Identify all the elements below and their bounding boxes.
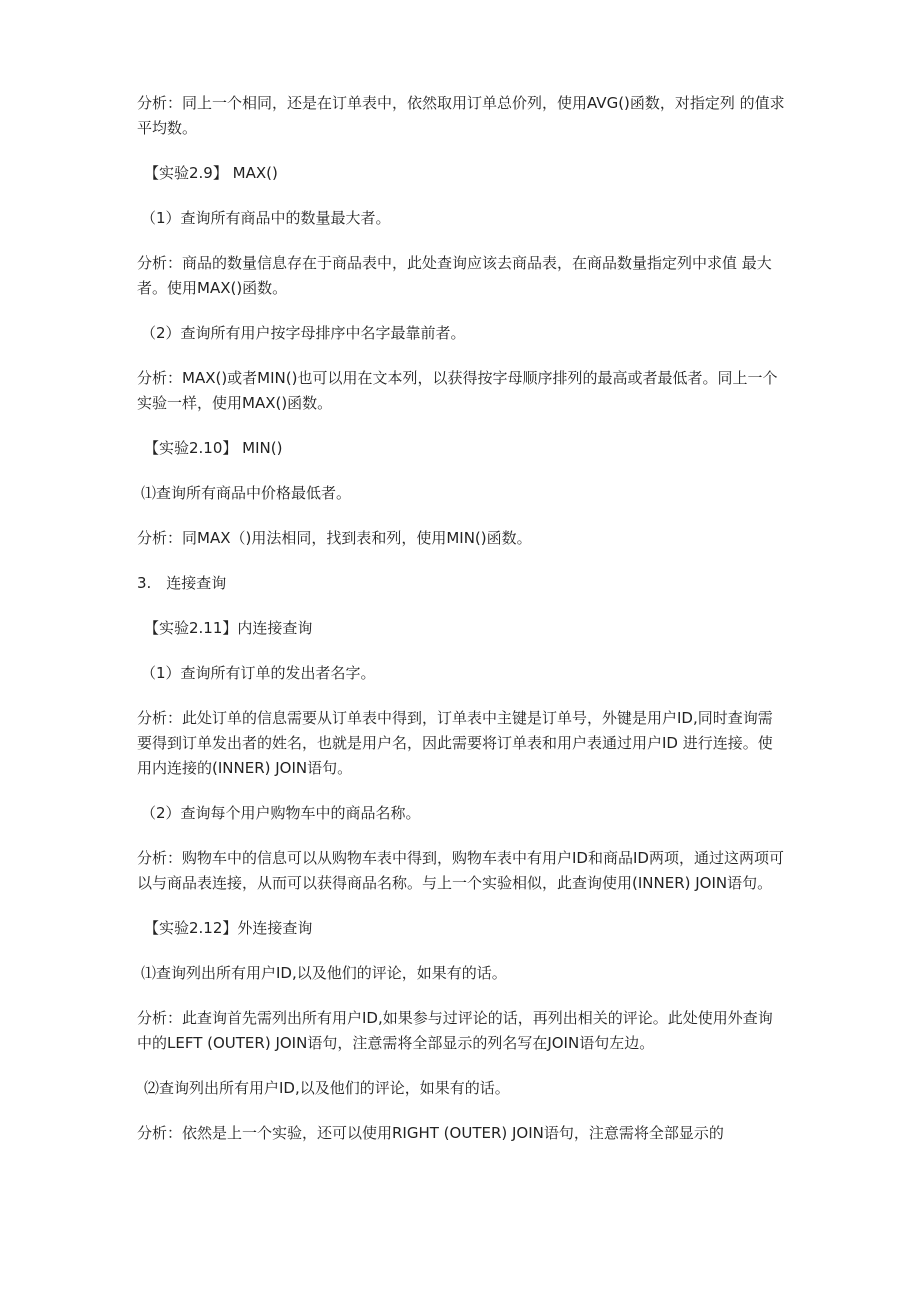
heading-experiment-2-11: 【实验2.11】内连接查询 [144,619,313,637]
paragraph-analysis-min: 分析：同MAX（)用法相同，找到表和列，使用MIN()函数。 [137,529,532,547]
question-right-join-reviews: ⑵查询列出所有用户ID,以及他们的评论，如果有的话。 [144,1079,510,1097]
question-cart-products: （2）查询每个用户购物车中的商品名称。 [141,804,421,822]
paragraph-analysis-max-text: 分析：MAX()或者MIN()也可以用在文本列，以获得按字母顺序排列的最高或者最低者。同上一个实验一样，使用MAX()函数。 [137,369,778,412]
question-order-sender: （1）查询所有订单的发出者名字。 [141,664,376,682]
question-max-quantity: （1）查询所有商品中的数量最大者。 [141,209,391,227]
question-max-name: （2）查询所有用户按字母排序中名字最靠前者。 [141,324,466,342]
heading-experiment-2-12: 【实验2.12】外连接查询 [144,919,313,937]
paragraph-analysis-inner-join-orders: 分析：此处订单的信息需要从订单表中得到，订单表中主键是订单号，外键是用户ID,同时查询需要得到订单发出者的姓名，也就是用户名，因此需要将订单表和用户表通过用户ID 进行连接。使用内连接的(INNER) JOIN语句。 [137,709,773,777]
section-heading-join-query: 3. 连接查询 [137,574,227,592]
heading-experiment-2-10: 【实验2.10】 MIN() [144,439,283,457]
document-body [137,91,787,1166]
paragraph-analysis-left-join: 分析：此查询首先需列出所有用户ID,如果参与过评论的话，再列出相关的评论。此处使用外查询中的LEFT (OUTER) JOIN语句，注意需将全部显示的列名写在JOIN语句左边。 [137,1009,773,1052]
question-min-price: ⑴查询所有商品中价格最低者。 [141,484,352,502]
paragraph-analysis-avg: 分析：同上一个相同，还是在订单表中，依然取用订单总价列，使用AVG()函数，对指定列 的值求平均数。 [137,94,785,137]
paragraph-analysis-inner-join-cart: 分析：购物车中的信息可以从购物车表中得到，购物车表中有用户ID和商品ID两项，通过这两项可以与商品表连接，从而可以获得商品名称。与上一个实验相似，此查询使用(INNER) JOIN语句。 [137,849,784,892]
paragraph-analysis-right-join: 分析：依然是上一个实验，还可以使用RIGHT (OUTER) JOIN语句，注意需将全部显示的 [137,1124,724,1142]
paragraph-analysis-max-quantity: 分析：商品的数量信息存在于商品表中，此处查询应该去商品表，在商品数量指定列中求值 最大者。使用MAX()函数。 [137,254,772,297]
question-left-join-reviews: ⑴查询列出所有用户ID,以及他们的评论，如果有的话。 [141,964,507,982]
heading-experiment-2-9: 【实验2.9】 MAX() [144,164,278,182]
